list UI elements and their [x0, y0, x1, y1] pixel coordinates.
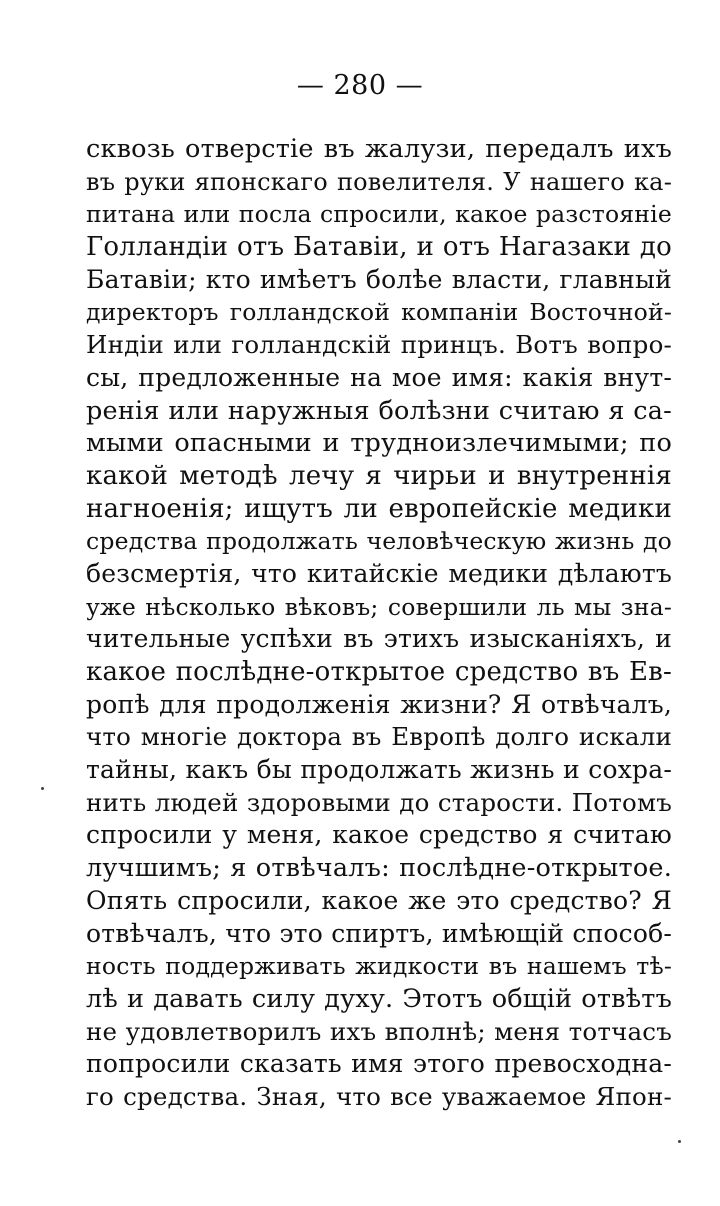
text-line: тайны, какъ бы продолжать жизнь и сохра-: [86, 755, 672, 785]
text-line: въ руки японскаго повелителя. У нашего ка-: [86, 167, 672, 196]
text-line: го средства. Зная, что все уважаемое Япон-: [86, 1081, 672, 1111]
text-line: директоръ голландской компаніи Восточной-: [86, 298, 672, 327]
body-text: [86, 133, 672, 1114]
text-line: ропѣ для продолженія жизни? Я отвѣчалъ,: [86, 689, 672, 719]
text-line: что многіе доктора въ Европѣ долго искали: [86, 722, 672, 752]
text-line: сы, предложенные на мое имя: какія внут-: [86, 362, 672, 392]
text-line: не удовлетворилъ ихъ вполнѣ; меня тотчасъ: [86, 1016, 672, 1046]
text-line: сквозь отверстіе въ жалузи, передалъ ихъ: [86, 134, 672, 164]
text-line: спросили у меня, какое средство я считаю: [86, 820, 672, 850]
text-line: попросили сказать имя этого превосходна-: [86, 1049, 672, 1079]
print-speck: [678, 1140, 681, 1143]
text-line: Батавіи; кто имѣетъ болѣе власти, главный: [86, 264, 672, 294]
text-line: Индіи или голландскій принцъ. Вотъ вопро-: [86, 330, 672, 360]
text-line: какой методѣ лечу я чирьи и внутреннія: [86, 460, 672, 491]
text-line: уже нѣсколько вѣковъ; совершили ль мы зна-: [86, 592, 672, 621]
text-line: лучшимъ; я отвѣчалъ: послѣдне-открытое.: [86, 853, 672, 884]
text-line: мыми опасными и трудноизлечимыми; по: [86, 428, 672, 459]
text-line: Голландіи отъ Батавіи, и отъ Нагазаки до: [86, 232, 672, 263]
print-speck: [41, 787, 44, 790]
text-line: Опять спросили, какое же это средство? Я: [86, 885, 672, 915]
text-line: какое послѣдне-открытое средство въ Ев-: [86, 657, 672, 687]
text-line: отвѣчалъ, что это спиртъ, имѣющій способ-: [86, 918, 672, 948]
text-line: чительные успѣхи въ этихъ изысканіяхъ, и: [86, 624, 672, 654]
text-line: ренія или наружныя болѣзни считаю я са-: [86, 395, 672, 426]
text-line: средства продолжать человѣческую жизнь до: [86, 527, 672, 556]
text-line: нагноенія; ищутъ ли европейскіе медики: [86, 493, 672, 524]
text-line: безсмертія, что китайскіе медики дѣлаютъ: [86, 558, 672, 588]
text-line: ность поддерживать жидкости въ нашемъ тѣ-: [86, 952, 672, 981]
text-line: нить людей здоровыми до старости. Потомъ: [86, 787, 672, 817]
text-line: лѣ и давать силу духу. Этотъ общій отвѣтъ: [86, 983, 672, 1014]
page-number: — 280 —: [296, 70, 424, 101]
text-line: питана или посла спросили, какое разстояніе: [86, 200, 672, 229]
